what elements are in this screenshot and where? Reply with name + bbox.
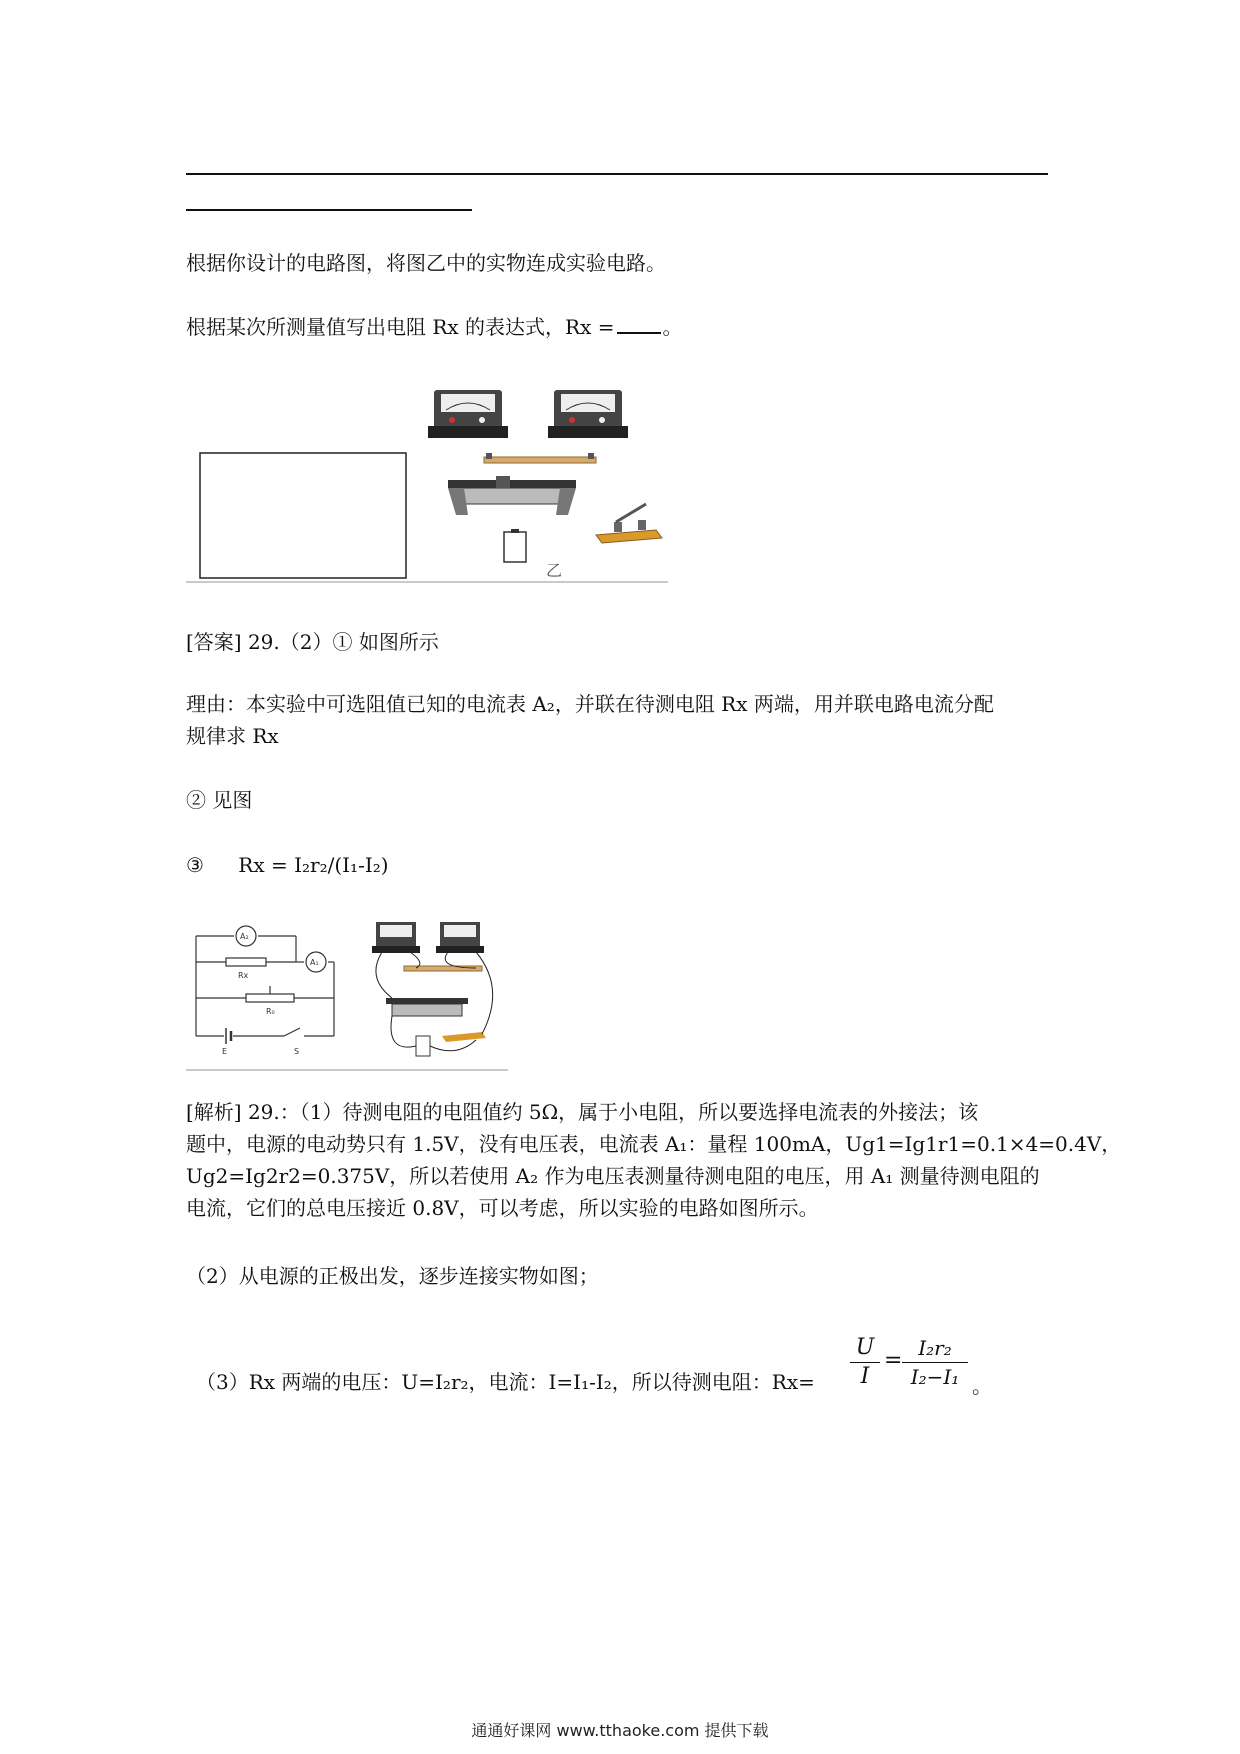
equals-sign: = — [884, 1348, 903, 1373]
apparatus-figure — [186, 380, 676, 585]
step-3-end: 。 — [972, 1374, 992, 1398]
figure-label-yi: 乙 — [546, 561, 563, 580]
resistor-rod-icon — [484, 453, 596, 463]
para-connect-circuit: 根据你设计的电路图，将图乙中的实物连成实验电路。 — [186, 251, 666, 275]
label-e: E — [222, 1047, 228, 1056]
analysis-step-3 — [196, 1366, 815, 1398]
analysis-line-3: Ug2=Ig2r2=0.375V，所以若使用 A₂ 作为电压表测量待测电阻的电压，用 A₁ 测量待测电阻的 — [186, 1164, 1040, 1188]
answer-heading: [答案] 29.（2）① 如图所示 — [186, 630, 439, 654]
circuit-schematic — [196, 926, 334, 1044]
para-expression-end: 。 — [662, 315, 683, 339]
item-3-circle: ③ — [186, 853, 204, 877]
reason-line-1: 理由：本实验中可选阻值已知的电流表 A₂，并联在待测电阻 Rx 两端，用并联电路电流分配 — [186, 692, 994, 716]
frac1-denominator: I — [860, 1364, 870, 1389]
rheostat-r0-symbol — [246, 994, 294, 1002]
item-3-formula: Rx = I₂r₂/(I₁-I₂) — [238, 853, 389, 877]
analysis-step-2: （2）从电源的正极出发，逐步连接实物如图； — [186, 1264, 599, 1288]
resistor-rx-symbol — [226, 958, 266, 966]
top-rule-long — [186, 173, 1048, 175]
analysis-line-1: [解析] 29.：（1）待测电阻的电阻值约 5Ω，属于小电阻，所以要选择电流表的外接法；该 — [186, 1100, 979, 1124]
para-expression-text: 根据某次所测量值写出电阻 Rx 的表达式，Rx = — [186, 315, 615, 339]
frac1-numerator: U — [855, 1335, 875, 1360]
switch-icon — [596, 504, 662, 543]
fraction-u-over-i — [850, 1334, 880, 1391]
answer-blank — [617, 312, 661, 334]
label-r0: R₀ — [266, 1007, 275, 1016]
item-2: ② 见图 — [186, 788, 253, 812]
label-a2: A₂ — [240, 932, 249, 941]
analysis-line-4: 电流，它们的总电压接近 0.8V，可以考虑，所以实验的电路如图所示。 — [186, 1196, 819, 1220]
frac2-numerator: I₂r₂ — [918, 1336, 952, 1360]
switch-symbol — [284, 1028, 300, 1036]
frac2-denominator: I₂−I₁ — [910, 1365, 960, 1389]
page-footer: 通通好课网 www.tthaoke.com 提供下载 — [471, 1721, 769, 1740]
para-expression — [186, 311, 683, 343]
analysis-line-2: 题中，电源的电动势只有 1.5V，没有电压表，电流表 A₁：量程 100mA，Ug1=Ig1r1=0.1×4=0.4V， — [186, 1132, 1122, 1156]
label-a1: A₁ — [310, 958, 319, 967]
design-box — [200, 453, 406, 578]
reason-line-2: 规律求 Rx — [186, 724, 279, 748]
wired-apparatus — [372, 922, 493, 1056]
answer-circuit-figure — [186, 918, 516, 1073]
item-3 — [186, 849, 389, 881]
battery-icon — [504, 529, 526, 562]
ammeter-icon-2 — [548, 390, 628, 438]
top-rule-short — [186, 209, 472, 211]
rheostat-icon — [448, 476, 576, 515]
label-rx: Rx — [238, 971, 249, 980]
label-s: S — [294, 1047, 300, 1056]
step-3-text: （3）Rx 两端的电压：U=I₂r₂，电流：I=I₁-I₂，所以待测电阻：Rx= — [196, 1370, 815, 1394]
ammeter-icon-1 — [428, 390, 508, 438]
fraction-i2r2-over-i2-i1 — [902, 1334, 968, 1391]
